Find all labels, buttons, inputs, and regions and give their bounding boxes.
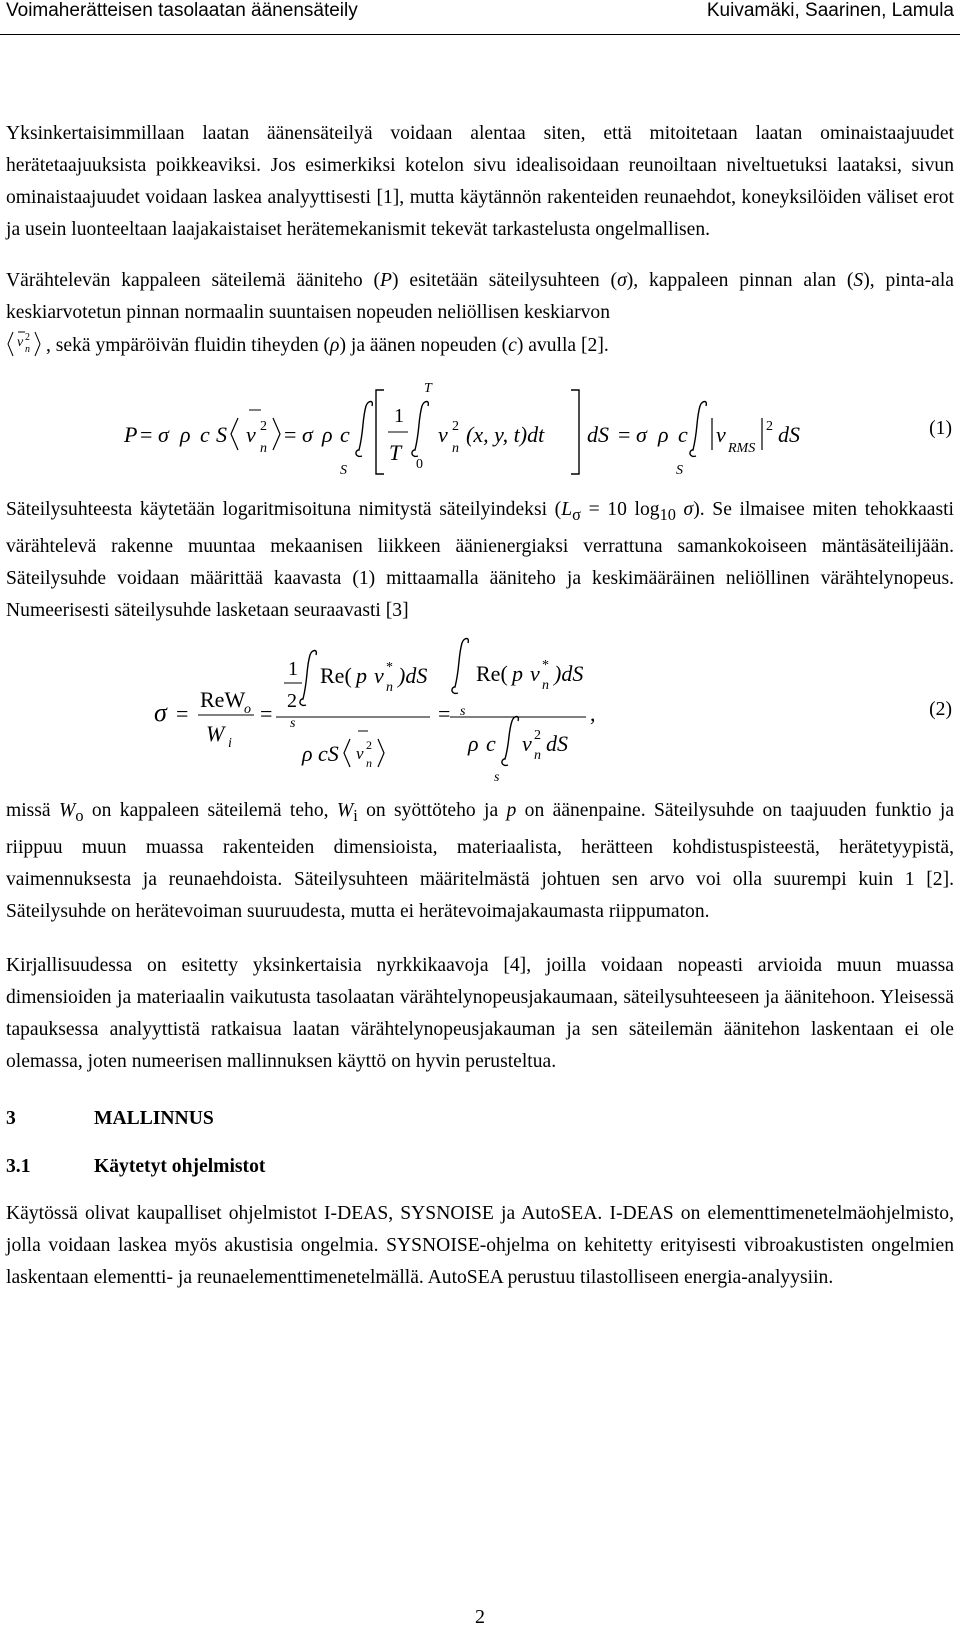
svg-text:1: 1 (394, 405, 404, 427)
mean-square-velocity-symbol (6, 329, 42, 359)
svg-text:1: 1 (288, 657, 298, 680)
svg-text:P: P (124, 422, 138, 447)
body-text (6, 118, 954, 1294)
svg-text:c: c (678, 422, 688, 447)
svg-text:=: = (140, 422, 153, 447)
svg-text:p: p (356, 662, 367, 688)
svg-text:2: 2 (366, 737, 372, 752)
svg-text:W: W (206, 720, 225, 746)
svg-text:v: v (438, 422, 448, 447)
equation-2-number: (2) (929, 698, 952, 720)
paragraph-variables-explanation: missä $W_o$ on kappaleen säteilemä teho, $W_i$ on syöttöteho ja p on äänenpaine. Säteilysuhde on taajuuden funktio ja riippuu muun muassa rakenteiden dimensioista, materiaalista, herätteen kohdistuspisteestä, herätetyypistä, vaimennuksesta ja reunaehdoista. Säteilysuhteen määritelmästä johtuen sen arvo voi olla suurempi kuin 1 [2]. Säteilysuhde on herätevoiman suuruudesta, mutta ei herätevoimajakaumasta riippumaton. (6, 799, 955, 922)
svg-text:=: = (176, 700, 189, 726)
svg-text:)dS: )dS (398, 662, 428, 688)
svg-text:dS: dS (587, 422, 609, 447)
svg-text:v: v (17, 335, 24, 350)
svg-text:ρ: ρ (302, 740, 313, 766)
svg-text:2: 2 (534, 727, 541, 743)
svg-text:v: v (522, 730, 532, 756)
svg-text:ρ: ρ (658, 422, 669, 447)
svg-text:ρ: ρ (322, 422, 333, 447)
svg-text:0: 0 (416, 457, 423, 472)
equation-2 (6, 635, 954, 785)
svg-text:s: s (460, 703, 466, 719)
svg-text:Re(: Re( (320, 662, 352, 688)
svg-text:n: n (25, 344, 30, 355)
svg-text:ρ: ρ (180, 422, 191, 447)
paragraph-literature: Kirjallisuudessa on esitetty yksinkertaisia nyrkkikaavoja [4], joilla voidaan nopeasti arvioida muun muassa dimensioiden ja materiaalin vaikutusta tasolaatan värähtelynopeusjakaumaan, säteilysuhteeseen ja äänitehoon. Yleisessä tapauksessa analyyttistä ratkaisua laatan värähtelynopeusjakauman ja sen säteilemän äänitehon laskentaan ei ole olemassa, joten numeerisen mallinnuksen käyttö on hyvin perusteltua. (6, 954, 954, 1072)
svg-text:ρ: ρ (468, 730, 479, 756)
svg-text:o: o (244, 701, 251, 717)
header-title: Voimaherätteisen tasolaatan äänensäteily (6, 0, 358, 21)
svg-text:v: v (356, 743, 364, 763)
svg-text:v: v (716, 422, 726, 447)
svg-text:*: * (386, 659, 393, 675)
header-rule (0, 34, 960, 35)
svg-text:c: c (340, 422, 350, 447)
svg-text:S: S (340, 463, 347, 478)
svg-text:v: v (246, 422, 256, 447)
svg-text:σ: σ (636, 422, 647, 447)
svg-text:=: = (260, 700, 273, 726)
svg-text:σ: σ (154, 697, 167, 727)
svg-text:T: T (389, 440, 402, 465)
svg-text:Re(: Re( (476, 660, 508, 686)
svg-text:n: n (542, 677, 549, 693)
svg-text:(x, y, t)dt: (x, y, t)dt (466, 422, 545, 447)
svg-text:s: s (290, 715, 296, 731)
paragraph-radiation-index: Säteilysuhteesta käytetään logaritmisoituna nimitystä säteilyindeksi ($L_\sigma = 10$ $\log_{10} \sigma$). Se ilmaisee miten tehokkaasti värähtelevä rakenne muuntaa mekaanisen liikkeen äänienergiaksi verrattuna samankokoiseen mäntäsäteilijään. Säteilysuhde voidaan määrittää kaavasta (1) mittaamalla ääniteho ja keskimääräinen neliöllinen värähtelynopeus. Numeerisesti säteilysuhde lasketaan seuraavasti [3] (6, 499, 954, 621)
subsection-heading: 3.1 Käytetyt ohjelmistot (6, 1155, 266, 1177)
svg-text:T: T (424, 381, 432, 396)
svg-text:c: c (200, 422, 210, 447)
equation-1-number: (1) (929, 418, 952, 439)
svg-text:v: v (530, 660, 540, 686)
svg-text:ReW: ReW (200, 686, 246, 712)
svg-text:=: = (618, 422, 631, 447)
running-header (6, 0, 954, 28)
svg-text:i: i (228, 735, 232, 751)
paragraph-intro: Yksinkertaisimmillaan laatan äänensäteilyä voidaan alentaa siten, että mitoitetaan laatan ominaistaajuudet herätetaajuuksista poikkeaviksi. Jos esimerkiksi kotelon sivu idealisoidaan reunoiltaan niveltuetuksi laataksi, sivun ominaistaajuudet voidaan laskea analyyttisesti [1], mutta käytännön rakenteiden reunaehdot, koneyksilöiden väliset erot ja usein luonteeltaan laajakaistaiset herätemekanismit tekevät tarkastelusta ongelmallisen. (6, 123, 954, 240)
svg-text:σ: σ (158, 422, 169, 447)
svg-text:n: n (534, 747, 541, 763)
svg-text:=: = (438, 700, 451, 726)
svg-text:*: * (542, 657, 549, 673)
svg-text:RMS: RMS (728, 441, 756, 456)
section-heading: 3 MALLINNUS (6, 1107, 214, 1129)
svg-text:2: 2 (766, 419, 773, 434)
svg-text:s: s (494, 769, 500, 785)
svg-text:n: n (260, 441, 267, 456)
paragraph-software: Käytössä olivat kaupalliset ohjelmistot I-DEAS, SYSNOISE ja AutoSEA. I-DEAS on elementtimenetelmäohjelmisto, jolla voidaan laskea myös akustisia ongelmia. SYSNOISE-ohjelma on kehitetty erityisesti vibroakustisten ongelmien laskentaan elementti- ja reunaelementtimenetelmällä. AutoSEA perustuu tilastolliseen energia-analyysiin. (6, 1202, 954, 1288)
svg-text:=: = (284, 422, 297, 447)
svg-text:2: 2 (260, 419, 267, 434)
svg-text:)dS: )dS (554, 660, 584, 686)
svg-text:2: 2 (452, 419, 459, 434)
svg-text:c: c (486, 730, 496, 756)
svg-text:dS: dS (778, 422, 800, 447)
svg-text:cS: cS (318, 740, 339, 766)
svg-text:2: 2 (287, 689, 297, 712)
svg-text:n: n (386, 679, 393, 695)
svg-text:p: p (512, 660, 523, 686)
svg-text:dS: dS (546, 730, 568, 756)
header-authors: Kuivamäki, Saarinen, Lamula (706, 0, 954, 21)
svg-text:S: S (216, 422, 227, 447)
page-number: 2 (475, 1606, 485, 1628)
paragraph-radiation-definition: Värähtelevän kappaleen säteilemä ääniteho (P) esitetään säteilysuhteen (σ), kappaleen pinnan alan (S), pinta-ala keskiarvotetun pinnan normaalin suuntaisen nopeuden neliöllisen keskiarvon v 2 n , sekä ympäröivän fluidin tiheyden (ρ) ja äänen nopeuden (c) avulla [2]. (6, 265, 954, 362)
svg-text:2: 2 (25, 332, 30, 343)
svg-text:σ: σ (302, 422, 313, 447)
svg-text:S: S (676, 463, 683, 478)
svg-text:,: , (590, 700, 596, 726)
equation-1 (6, 370, 954, 494)
svg-text:n: n (452, 441, 459, 456)
svg-text:v: v (374, 662, 384, 688)
svg-text:n: n (366, 755, 372, 770)
